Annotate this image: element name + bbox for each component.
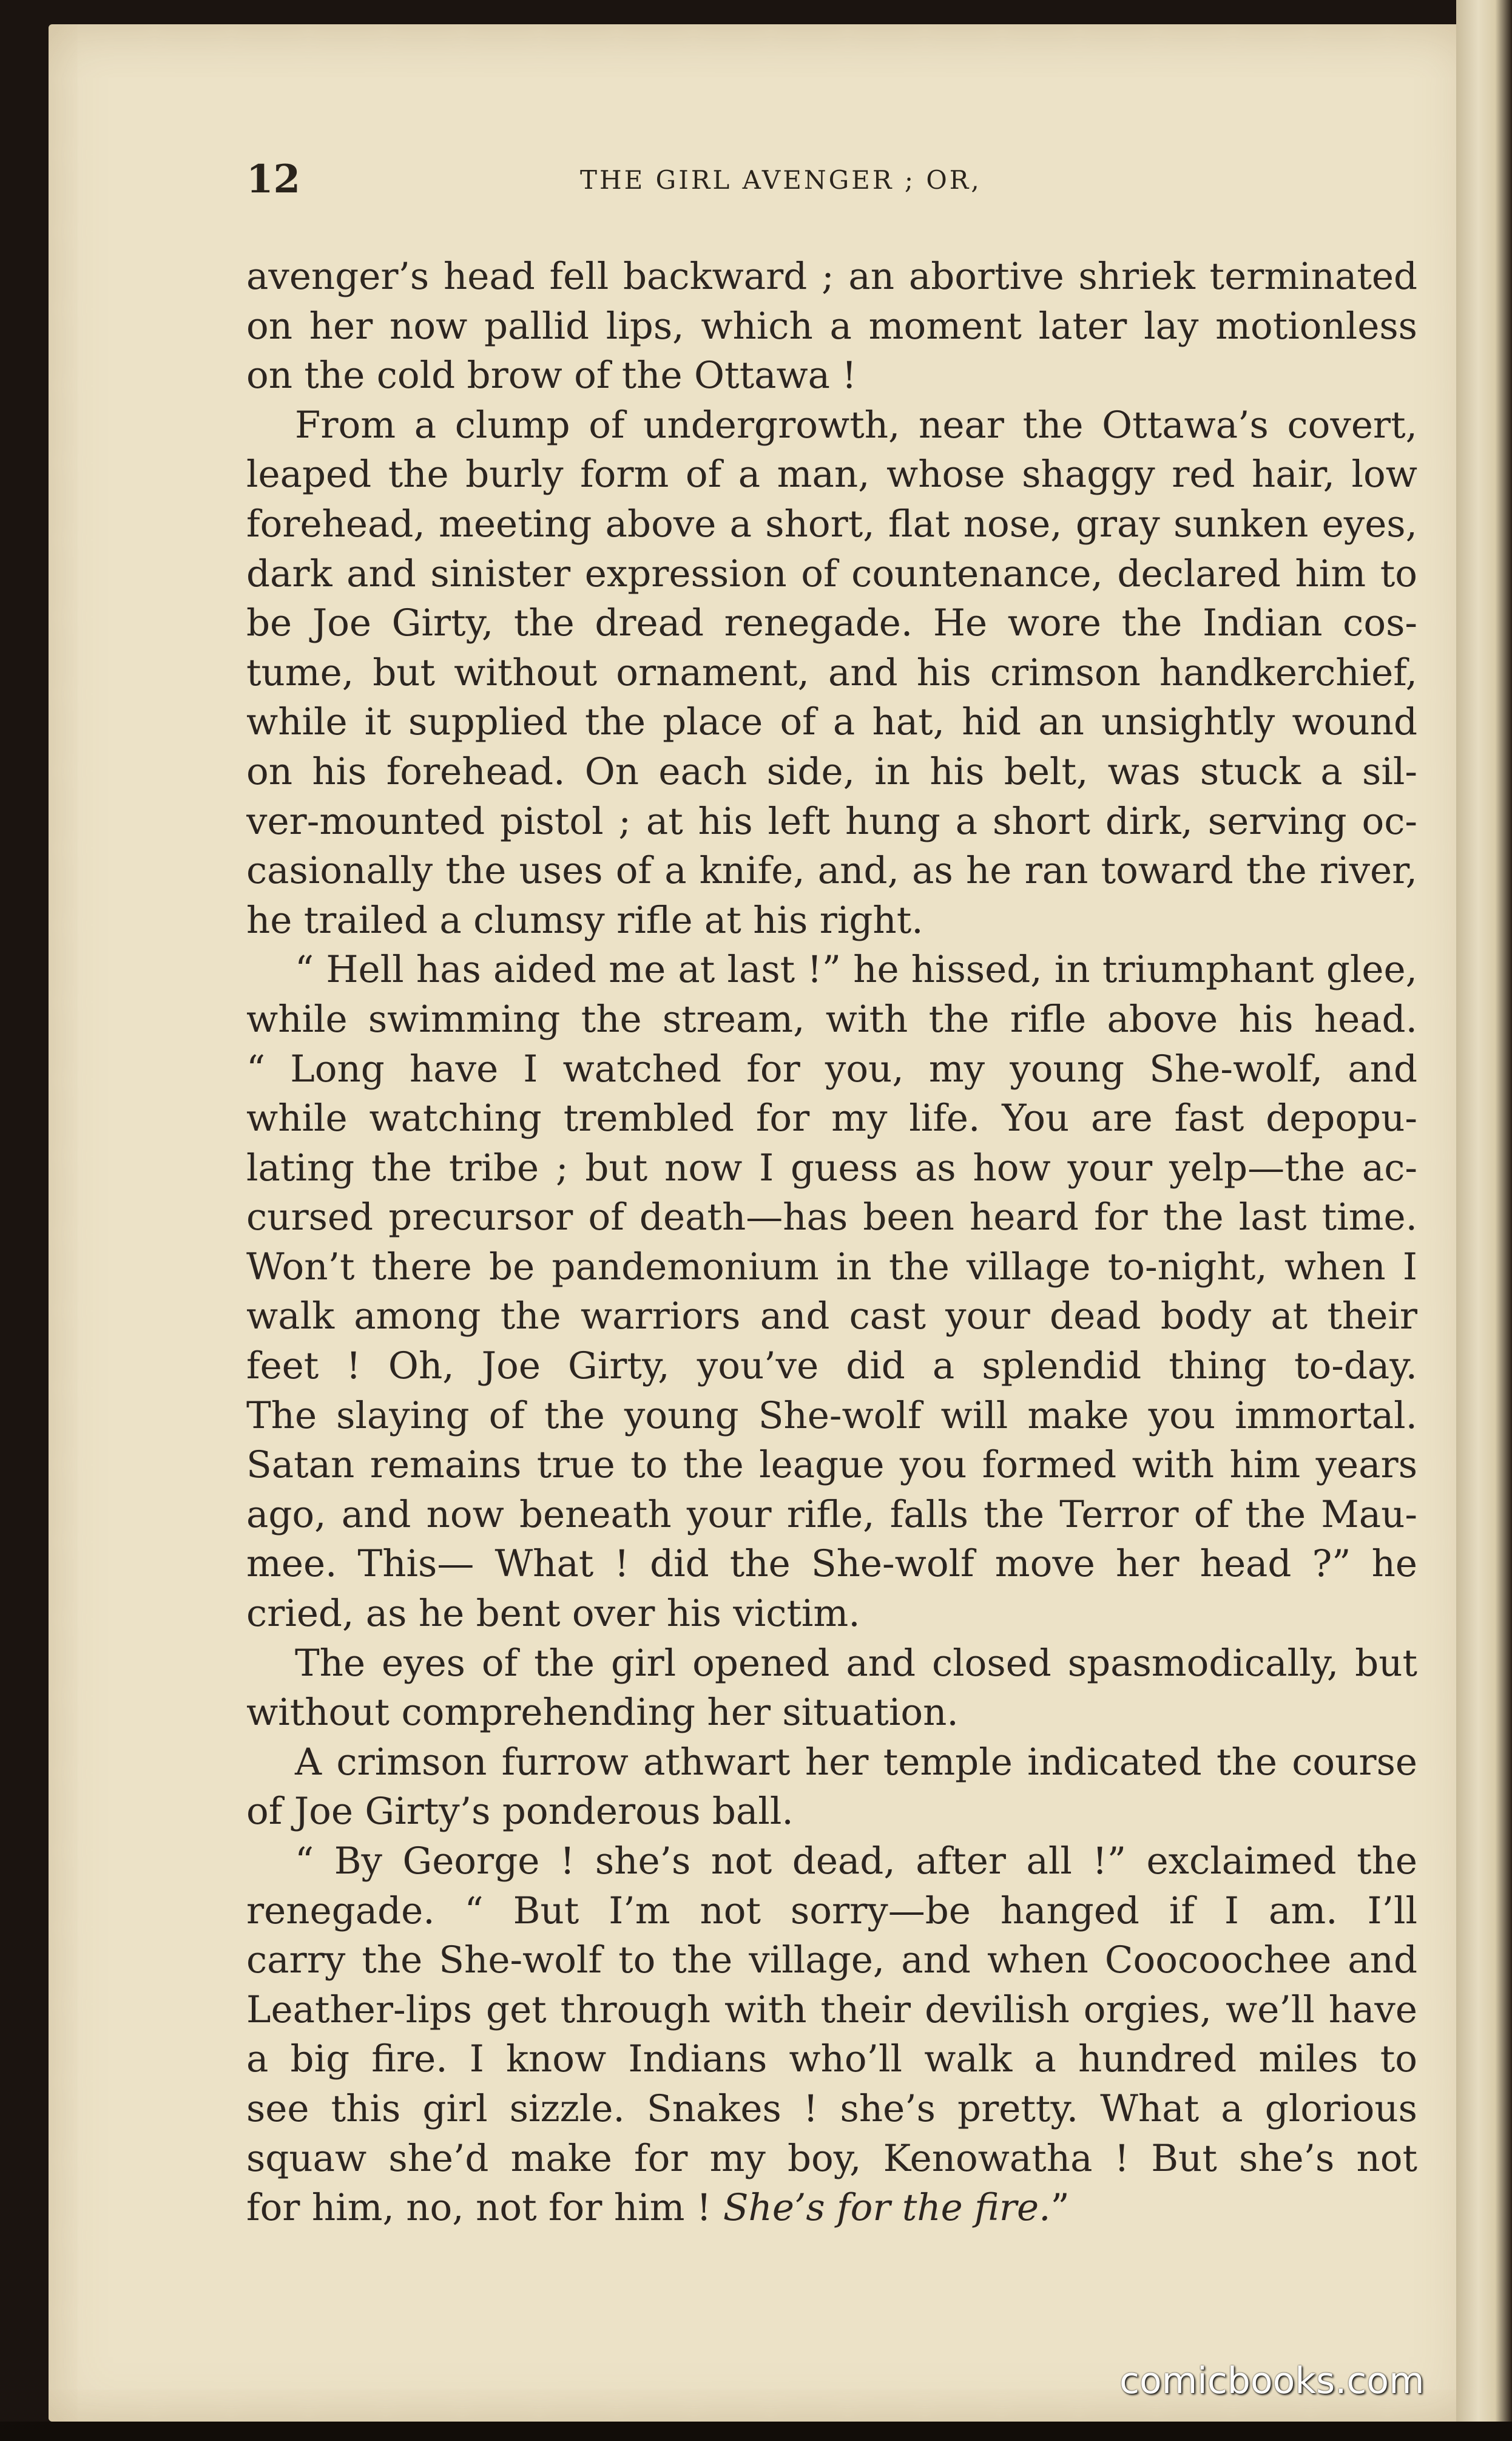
- text-line: while swimming the stream, with the rifle above his head.: [246, 997, 1417, 1041]
- text-line: squaw she’d make for my boy, Kenowatha ! But she’s not: [246, 2136, 1417, 2180]
- text-line: ver-mounted pistol ; at his left hung a short dirk, serving oc-: [246, 799, 1417, 843]
- body-text: [246, 252, 1417, 2233]
- closing-quote: ”: [1050, 2186, 1070, 2230]
- text-line: dark and sinister expression of countenance, declared him to: [246, 552, 1417, 595]
- text-line: carry the She-wolf to the village, and when Coocoochee and: [246, 1938, 1417, 1982]
- text-line: “ Hell has aided me at last !” he hissed, in triumphant glee,: [295, 948, 1417, 992]
- text-line: casionally the uses of a knife, and, as he ran toward the river,: [246, 849, 1417, 893]
- text-line: leaped the burly form of a man, whose shaggy red hair, low: [246, 453, 1417, 496]
- page-edge: [1456, 0, 1512, 2441]
- text-line: forehead, meeting above a short, flat nose, gray sunken eyes,: [246, 502, 1417, 546]
- scan-border: [0, 2422, 1512, 2441]
- text-line: A crimson furrow athwart her temple indicated the course: [295, 1740, 1417, 1784]
- running-title: THE GIRL AVENGER ; OR,: [580, 165, 982, 195]
- text-line: he trailed a clumsy rifle at his right.: [246, 898, 923, 942]
- text-line: on his forehead. On each side, in his belt, was stuck a sil-: [246, 750, 1417, 793]
- text-line: walk among the warriors and cast your dead body at their: [246, 1295, 1417, 1338]
- text-line: on her now pallid lips, which a moment later lay motionless: [246, 304, 1417, 348]
- text-line: “ Long have I watched for you, my young She-wolf, and: [246, 1047, 1417, 1091]
- text-line: Won’t there be pandemonium in the village to-night, when I: [246, 1245, 1417, 1288]
- text-line: cursed precursor of death—has been heard for the last time.: [246, 1196, 1417, 1239]
- text-line: The slaying of the young She-wolf will make you immortal.: [246, 1393, 1417, 1437]
- final-line-text: for him, no, not for him !: [246, 2186, 723, 2230]
- text-line: tume, but without ornament, and his crimson handkerchief,: [246, 651, 1417, 694]
- text-line: renegade. “ But I’m not sorry—be hanged if I am. I’ll: [246, 1889, 1417, 1932]
- text-line: lating the tribe ; but now I guess as how your yelp—the ac-: [246, 1146, 1417, 1190]
- italic-phrase: She’s for the fire.: [723, 2186, 1051, 2230]
- text-line: ago, and now beneath your rifle, falls the Terror of the Mau-: [246, 1492, 1417, 1536]
- text-line: Satan remains true to the league you formed with him years: [246, 1443, 1417, 1487]
- text-line: The eyes of the girl opened and closed spasmodically, but: [295, 1641, 1417, 1685]
- site-watermark: comicbooks.com: [1119, 2360, 1425, 2402]
- text-line: a big fire. I know Indians who’ll walk a hundred miles to: [246, 2037, 1417, 2081]
- text-line: Leather-lips get through with their devilish orgies, we’ll have: [246, 1988, 1417, 2031]
- text-line: on the cold brow of the Ottawa !: [246, 354, 857, 398]
- text-line: see this girl sizzle. Snakes ! she’s pretty. What a glorious: [246, 2087, 1417, 2130]
- text-line: without comprehending her situation.: [246, 1691, 959, 1735]
- text-line: From a clump of undergrowth, near the Ottawa’s covert,: [295, 403, 1417, 447]
- text-line: avenger’s head fell backward ; an abortive shriek terminated: [246, 255, 1417, 298]
- text-line: while it supplied the place of a hat, hid an unsightly wound: [246, 700, 1417, 744]
- text-line: of Joe Girty’s ponderous ball.: [246, 1790, 794, 1833]
- text-line: cried, as he bent over his victim.: [246, 1592, 860, 1636]
- page-number: 12: [246, 157, 301, 202]
- text-line: mee. This— What ! did the She-wolf move her head ?” he: [246, 1542, 1417, 1586]
- text-line-final: [246, 2183, 1417, 2233]
- text-line: be Joe Girty, the dread renegade. He wore the Indian cos-: [246, 601, 1417, 645]
- page-header: [246, 157, 1059, 205]
- text-line: while watching trembled for my life. You are fast depopu-: [246, 1097, 1417, 1140]
- text-line: “ By George ! she’s not dead, after all !” exclaimed the: [295, 1840, 1417, 1883]
- text-line: feet ! Oh, Joe Girty, you’ve did a splendid thing to-day.: [246, 1344, 1417, 1388]
